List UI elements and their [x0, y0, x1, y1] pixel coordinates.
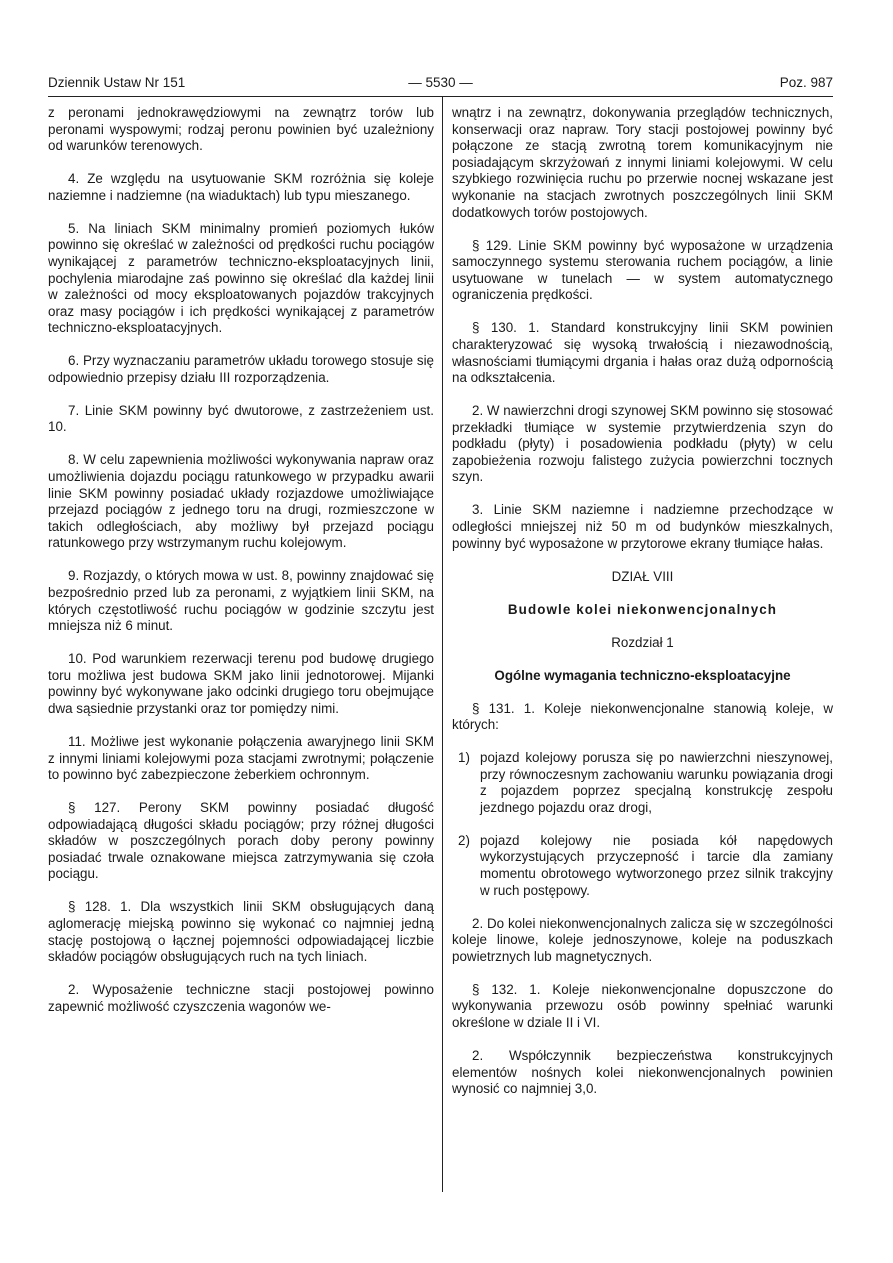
paragraph-section-127: § 127. Perony SKM powinny posiadać długość odpowiadającą długości składu pociągów; przy różnej długości składów w poszczególnych porach doby perony powinny posiadać trwale oznakowane miejsca zatrzymywania się czoła pociągu. — [48, 800, 434, 882]
paragraph-section-128-1: § 128. 1. Dla wszystkich linii SKM obsługujących daną aglomerację miejską powinno się wykonać co najmniej jedną stację postojową o łącznej pojemności odpowiadającej liczbie składów pociągów obsługujących ruch na tych liniach. — [48, 899, 434, 965]
paragraph-section-131-2: 2. Do kolei niekonwencjonalnych zalicza się w szczególności koleje linowe, koleje jednoszynowe, koleje na poduszkach powietrznych lub magnetycznych. — [452, 915, 833, 964]
paragraph-ust-4: 4. Ze względu na usytuowanie SKM rozróżnia się koleje naziemne i nadziemne (na wiaduktach) lub typu mieszanego. — [48, 171, 434, 203]
paragraph-ust-6: 6. Przy wyznaczaniu parametrów układu torowego stosuje się odpowiednio przepisy działu III rozporządzenia. — [48, 353, 434, 385]
paragraph-section-130-3: 3. Linie SKM naziemne i nadziemne przechodzące w odległości mniejszej niż 50 m od budynków mieszkalnych, powinny być wyposażone w przytorowe ekrany tłumiące hałas. — [452, 502, 833, 551]
position-number: Poz. 987 — [779, 75, 833, 90]
list-item-text: pojazd kolejowy nie posiada kół napędowych wykorzystujących przyczepność i tarcie dla zamiany momentu obrotowego wytworzonego przez silnik trakcyjny w ruch postępowy. — [480, 832, 833, 898]
left-column — [48, 105, 434, 1032]
list-item-number: 2) — [458, 832, 470, 848]
header-rule — [48, 96, 833, 97]
paragraph-continuation: z peronami jednokrawędziowymi na zewnątrz torów lub peronami wyspowymi; rodzaj peronu powinien być uzależniony od warunków terenowych. — [48, 105, 434, 154]
division-heading: DZIAŁ VIII — [611, 568, 674, 584]
division-title: Budowle kolei niekonwencjonalnych — [507, 601, 778, 617]
chapter-heading: Rozdział 1 — [611, 634, 674, 650]
list-item-text: pojazd kolejowy porusza się po nawierzchni nieszynowej, przy równoczesnym zachowaniu warunku powiązania drogi z pojazdem poprzez specjalną konstrukcję zespołu jezdnego pojazdu oraz drogi, — [480, 750, 833, 815]
journal-title: Dziennik Ustaw Nr 151 — [48, 75, 186, 90]
paragraph-ust-11: 11. Możliwe jest wykonanie połączenia awaryjnego linii SKM z innymi liniami kolejowymi poza stacjami zwrotnymi; połączenie to powinno być zabezpieczone żeberkiem ochronnym. — [48, 733, 434, 783]
list-item — [452, 833, 833, 899]
paragraph-section-130-1: § 130. 1. Standard konstrukcyjny linii SKM powinien charakteryzować się wysoką trwałością i niezawodnością, własnościami tłumiącymi drgania i hałas oraz dużą odpornością na odkształcenia. — [452, 320, 833, 386]
list-item — [452, 750, 833, 816]
column-divider — [442, 97, 443, 1192]
paragraph-ust-8: 8. W celu zapewnienia możliwości wykonywania napraw oraz umożliwienia dojazdu pociągu ratunkowego w przypadku awarii linie SKM powinny posiadać układy rozjazdowe umożliwiające przejazd pociągów z jednego toru na drugi, rozmieszczone w takich odległościach, aby możliwy był przejazd pociągu ratunkowego przy wstrzymanym ruchu kolejowym. — [48, 452, 434, 551]
page-header — [48, 75, 833, 95]
paragraph-section-130-2: 2. W nawierzchni drogi szynowej SKM powinno się stosować przekładki tłumiące w systemie przytwierdzenia szyn do podkładu (płyty) i posadowienia podkładu (płyty) w celu zapobieżenia rozwoju falistego zużycia powierzchni tocznych szyn. — [452, 403, 833, 485]
paragraph-ust-10: 10. Pod warunkiem rezerwacji terenu pod budowę drugiego toru możliwa jest budowa SKM jako linii jednotorowej. Mijanki powinny być wykonywane jako odcinki drugiego toru obejmujące dwa sąsiednie przystanki oraz tor pomiędzy nimi. — [48, 651, 434, 716]
paragraph-128-2-continuation: wnątrz i na zewnątrz, dokonywania przeglądów technicznych, konserwacji oraz napraw. Tory stacji postojowej powinny być połączone ze stacją zwrotną torem komunikacyjnym nie posiadającym skrzyżowań z innymi liniami kolejowymi. W celu szybkiego rozwinięcia ruchu po przerwie nocnej wskazane jest wykonanie na stacjach zwrotnych poszczególnych linii SKM dodatkowych torów postojowych. — [452, 105, 833, 220]
paragraph-section-129: § 129. Linie SKM powinny być wyposażone w urządzenia samoczynnego systemu sterowania ruchem pociągów, a linie usytuowane w tunelach — w system automatycznego ograniczenia prędkości. — [452, 237, 833, 303]
paragraph-ust-5: 5. Na liniach SKM minimalny promień poziomych łuków powinno się określać w zależności od prędkości ruchu pociągów wynikającej z parametrów techniczno-eksploatacyjnych linii, pochylenia miarodajne zaś powinno się określać dla każdej linii w zależności od mocy eksploatowanych pojazdów trakcyjnych oraz masy pociągów i ich prędkości wynikającej z parametrów techniczno-eksploatacyjnych. — [48, 220, 434, 336]
paragraph-section-128-2: 2. Wyposażenie techniczne stacji postojowej powinno zapewnić możliwość czyszczenia wagonów we- — [48, 982, 434, 1014]
paragraph-section-131-1: § 131. 1. Koleje niekonwencjonalne stanowią koleje, w których: — [452, 700, 833, 733]
paragraph-ust-9: 9. Rozjazdy, o których mowa w ust. 8, powinny znajdować się bezpośrednio przed lub za peronami, z wyjątkiem linii SKM, na których częstotliwość ruchu pociągów w godzinie szczytu jest mniejsza niż 6 minut. — [48, 568, 434, 634]
paragraph-section-132-2: 2. Współczynnik bezpieczeństwa konstrukcyjnych elementów nośnych kolei niekonwencjonalnych powinien wynosić co najmniej 3,0. — [452, 1048, 833, 1097]
right-column — [452, 105, 833, 1114]
chapter-title: Ogólne wymagania techniczno-eksploatacyjne — [494, 667, 791, 683]
list-item-number: 1) — [458, 750, 470, 766]
paragraph-ust-7: 7. Linie SKM powinny być dwutorowe, z zastrzeżeniem ust. 10. — [48, 402, 434, 435]
page-number: — 5530 — — [408, 75, 473, 90]
paragraph-section-132-1: § 132. 1. Koleje niekonwencjonalne dopuszczone do wykonywania przewozu osób powinny spełniać warunki określone w dziale II i VI. — [452, 981, 833, 1031]
